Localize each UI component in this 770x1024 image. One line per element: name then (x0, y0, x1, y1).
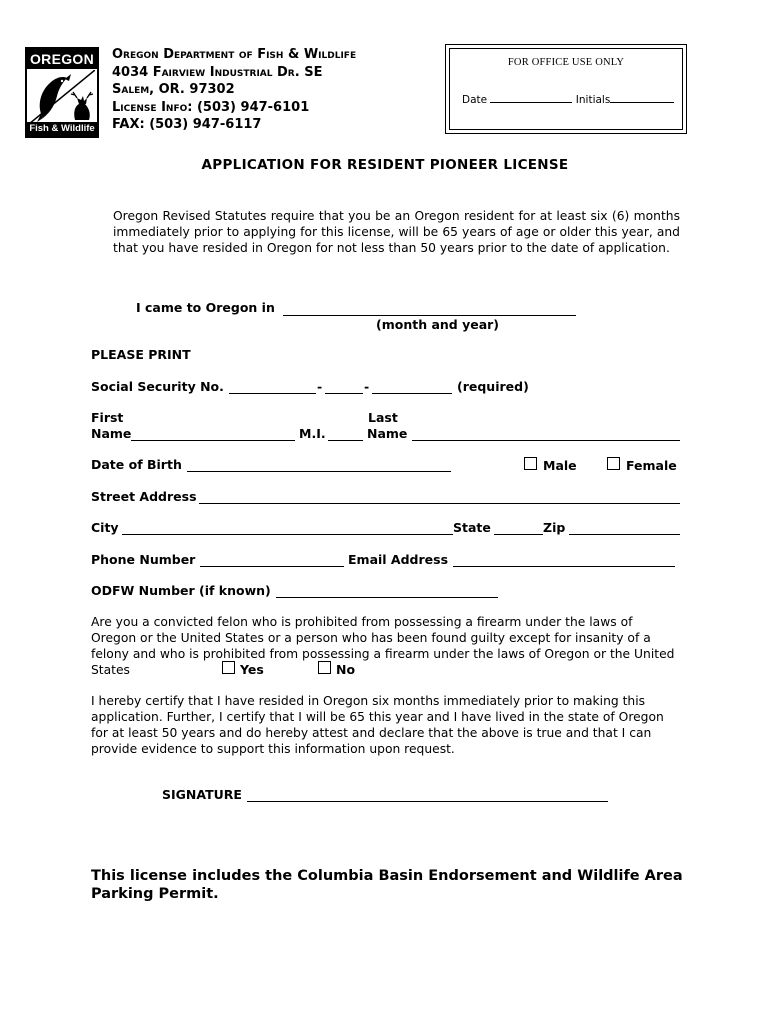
agency-city: Salem, OR. 97302 (112, 82, 235, 97)
license-info-phone: (503) 947-6101 (196, 99, 310, 115)
please-print: PLEASE PRINT (91, 347, 191, 362)
phone-label: Phone Number (91, 552, 196, 567)
dob-label: Date of Birth (91, 457, 182, 472)
first-name-field[interactable] (131, 440, 295, 441)
office-date-row (462, 94, 674, 106)
mi-field[interactable] (328, 440, 363, 441)
male-checkbox[interactable] (524, 457, 537, 470)
odfw-label: ODFW Number (if known) (91, 583, 271, 598)
ssn-part1-field[interactable] (229, 393, 316, 394)
ssn-dash-2: - (364, 379, 370, 394)
intro-paragraph: Oregon Revised Statutes require that you be an Oregon resident for at least six (6) months immediately prior to applying for this license, will be 65 years of age or older this year, and that you have resided in Oregon for not less than 50 years prior to the date of application. (113, 209, 680, 255)
state-label: State (453, 520, 491, 535)
odfw-field[interactable] (276, 597, 498, 598)
form-title: APPLICATION FOR RESIDENT PIONEER LICENSE (201, 157, 569, 173)
agency-header (112, 46, 356, 134)
yes-label: Yes (240, 662, 264, 677)
phone-field[interactable] (200, 566, 344, 567)
ssn-label: Social Security No. (91, 379, 224, 394)
office-date-line (490, 102, 572, 103)
license-includes-note: This license includes the Columbia Basin Endorsement and Wildlife Area Parking Permit. (91, 868, 683, 902)
first-label-top: First (91, 410, 124, 425)
last-label-top: Last (368, 410, 398, 425)
first-label-bottom: Name (91, 426, 132, 441)
agency-address: 4034 Fairview Industrial Dr. SE (112, 64, 323, 80)
office-initials-line (610, 102, 674, 103)
ssn-part2-field[interactable] (325, 393, 363, 394)
logo-title: OREGON (27, 49, 97, 69)
street-label: Street Address (91, 489, 197, 504)
agency-name: Oregon Department of Fish & Wildlife (112, 47, 357, 62)
fish-icon (37, 74, 71, 122)
office-use-title: FOR OFFICE USE ONLY (507, 57, 625, 68)
city-field[interactable] (122, 534, 453, 535)
yes-checkbox[interactable] (222, 661, 235, 674)
ssn-part3-field[interactable] (372, 393, 452, 394)
zip-field[interactable] (569, 534, 680, 535)
ssn-required: (required) (457, 379, 529, 394)
came-to-oregon-label: I came to Oregon in (136, 300, 275, 315)
odfw-logo (25, 47, 99, 138)
street-field[interactable] (199, 503, 680, 504)
female-label: Female (626, 458, 677, 473)
city-label: City (91, 520, 119, 535)
signature-label: SIGNATURE (162, 787, 242, 802)
mi-label: M.I. (299, 426, 326, 441)
male-label: Male (543, 458, 577, 473)
logo-subtitle: Fish & Wildlife (27, 122, 97, 136)
month-year-hint: (month and year) (376, 317, 500, 332)
certification-paragraph: I hereby certify that I have resided in Oregon six months immediately prior to making this application. Further, I certify that I will be 65 this year and I have lived in the state of Oregon for at least 50 years and do hereby attest and declare that the above is true and that I can provide evidence to support this information upon request. (91, 694, 664, 756)
signature-field[interactable] (247, 801, 608, 802)
zip-label: Zip (543, 520, 566, 535)
felon-question: Are you a convicted felon who is prohibited from possessing a firearm under the laws of Oregon or the United States or a person who has been found guilty except for insanity of a felony and who is prohibited from possessing a firearm under the laws of Oregon or the United States (91, 615, 675, 677)
office-initials-label: Initials (575, 94, 611, 106)
ssn-dash-1: - (317, 379, 323, 394)
no-label: No (336, 662, 356, 677)
last-label-bottom: Name (367, 426, 408, 441)
came-to-oregon-field[interactable] (283, 315, 576, 316)
last-name-field[interactable] (412, 440, 680, 441)
agency-fax: FAX: (503) 947-6117 (112, 117, 262, 132)
email-field[interactable] (453, 566, 675, 567)
female-checkbox[interactable] (607, 457, 620, 470)
office-date-label: Date (462, 94, 488, 106)
deer-icon (71, 92, 93, 120)
no-checkbox[interactable] (318, 661, 331, 674)
license-info-label: License Info: (112, 99, 193, 115)
office-use-box (445, 44, 687, 134)
logo-art (29, 70, 95, 124)
state-field[interactable] (494, 534, 543, 535)
dob-field[interactable] (187, 471, 451, 472)
email-label: Email Address (348, 552, 449, 567)
